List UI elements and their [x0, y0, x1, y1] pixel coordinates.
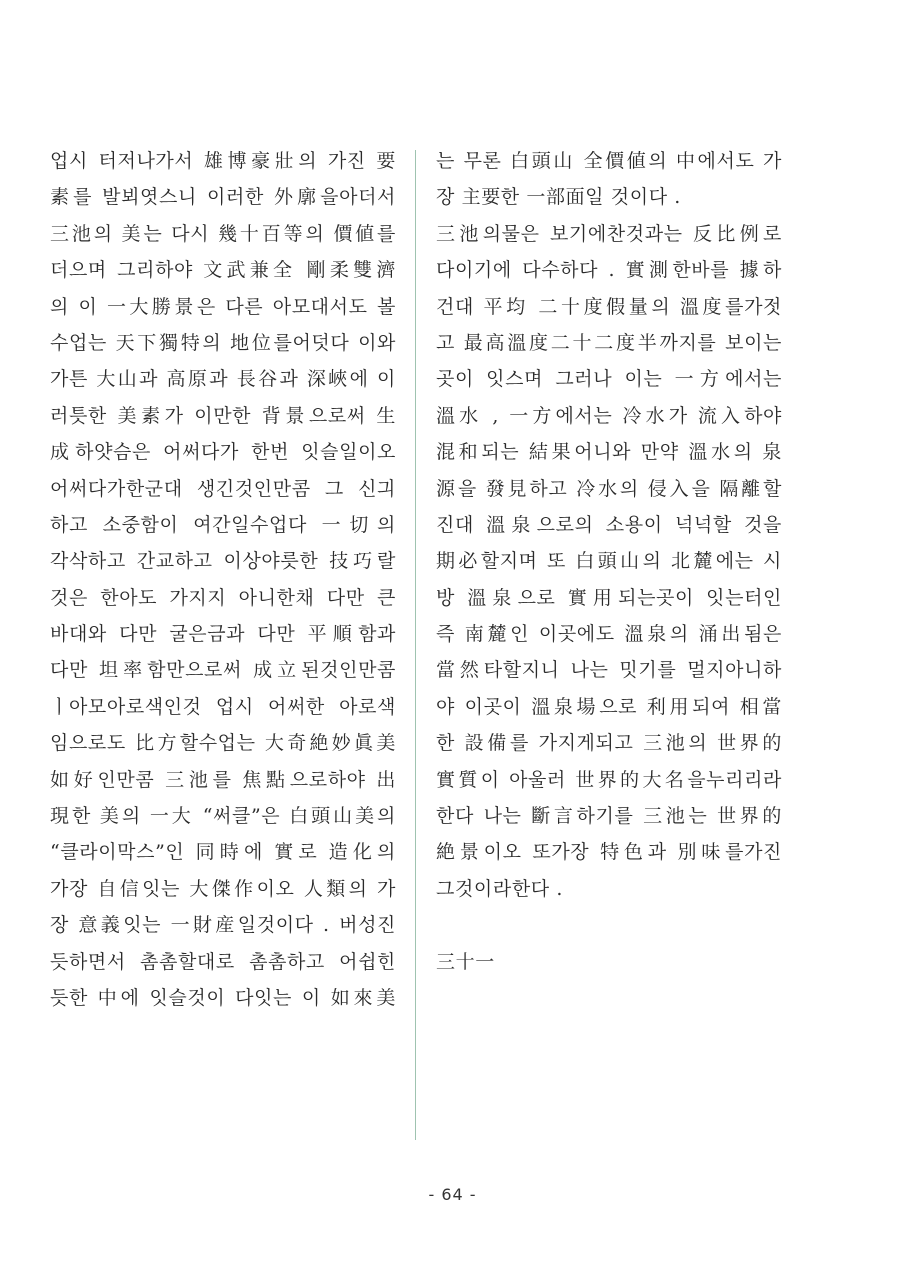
text-line: 장 主要한 一部面일 것이다 .: [436, 186, 681, 209]
text-line: 건대 平均 二十度假量의 溫度를가젓: [436, 295, 782, 318]
text-line: 한다 나는 斷言하기를 三池는 世界的: [436, 805, 782, 828]
text-line: 三池의물은 보기에찬것과는 反比例로: [436, 222, 782, 245]
text-line: “클라이막스”인 同時에 實로 造化의: [50, 841, 396, 864]
text-line: 진대 溫泉으로의 소용이 넉넉할 것을: [436, 513, 782, 536]
text-line: 야 이곳이 溫泉場으로 利用되여 相當: [436, 695, 782, 718]
text-line: 하고 소중함이 여간일수업다 一切의: [50, 513, 396, 536]
text-line: 實質이 아울러 世界的大名을누리리라: [436, 768, 782, 791]
text-line: 는 무론 白頭山 全價値의 中에서도 가: [436, 150, 782, 172]
text-line: 混和되는 結果어니와 만약 溫水의 泉: [436, 441, 782, 464]
right-text-column: [436, 143, 782, 980]
text-line: 더으며 그리하야 文武兼全 剛柔雙濟: [50, 259, 396, 282]
text-line: 다만 坦率함만으로써 成立된것인만콤: [50, 659, 396, 682]
text-line: 가튼 大山과 高原과 長谷과 深峽에 이: [50, 368, 396, 391]
text-line: 각삭하고 간교하고 이상야릇한 技巧랄: [50, 550, 396, 573]
column-divider: [415, 150, 416, 1140]
text-line: 當然타할지니 나는 밋기를 멀지아니하: [436, 659, 782, 682]
text-line: 다이기에 다수하다 . 實測한바를 據하: [436, 259, 782, 282]
text-line: 絶景이오 또가장 特色과 別味를가진: [436, 841, 782, 864]
text-line: 러틋한 美素가 이만한 背景으로써 生: [50, 404, 396, 427]
text-line: 바대와 다만 굴은금과 다만 平順함과: [50, 623, 396, 646]
text-line: 곳이 잇스며 그러나 이는 一方에서는: [436, 368, 782, 391]
section-number: 三十一: [436, 950, 495, 973]
text-line: 如好인만콤 三池를 焦點으로하야 出: [50, 768, 396, 791]
text-line: 것은 한아도 가지지 아니한채 다만 큰: [50, 586, 396, 609]
text-line: 듯한 中에 잇슬것이 다잇는 이 如來美: [50, 986, 396, 1009]
text-line: 의 이 一大勝景은 다른 아모대서도 볼: [50, 295, 396, 318]
blank-line: [436, 907, 782, 943]
text-line: 장 意義잇는 一財産일것이다 . 버성진: [50, 914, 396, 937]
text-line: 三池의 美는 다시 幾十百等의 價値를: [50, 222, 396, 245]
text-line: 源을 發見하고 冷水의 侵入을 隔離할: [436, 477, 782, 500]
text-line: 즉 南麓인 이곳에도 溫泉의 涌出됨은: [436, 623, 782, 646]
text-line: 溫水 , 一方에서는 冷水가 流入하야: [436, 404, 782, 427]
left-text-column: [50, 143, 396, 1016]
text-line: 한 設備를 가지게되고 三池의 世界的: [436, 732, 782, 755]
text-line: 듯하면서 촘촘할대로 촘촘하고 어쉽힌: [50, 950, 396, 973]
text-line: 그것이라한다 .: [436, 877, 564, 900]
page-number: - 64 -: [428, 1185, 477, 1204]
text-line: 가장 自信잇는 大傑作이오 人類의 가: [50, 877, 396, 900]
text-line: 고 最高溫度二十二度半까지를 보이는: [436, 331, 782, 354]
text-line: 임으로도 比方할수업는 大奇絶妙眞美: [50, 732, 396, 755]
text-line: 방 溫泉으로 實用되는곳이 잇는터인: [436, 586, 782, 609]
text-line: 어써다가한군대 생긴것인만콤 그 신긔: [50, 477, 396, 500]
text-line: 成하얏슴은 어써다가 한번 잇슬일이오: [50, 441, 396, 464]
text-line: 現한 美의 一大 “써클”은 白頭山美의: [50, 805, 396, 828]
text-line: 期必할지며 또 白頭山의 北麓에는 시: [436, 550, 782, 573]
text-line: 素를 발뵈엿스니 이러한 外廓을아더서: [50, 186, 396, 209]
text-line: 업시 터저나가서 雄博豪壯의 가진 要: [50, 150, 396, 172]
text-line: 수업는 天下獨特의 地位를어덧다 이와: [50, 331, 396, 354]
text-line: ㅣ아모아로색인것 업시 어써한 아로색: [50, 695, 396, 718]
